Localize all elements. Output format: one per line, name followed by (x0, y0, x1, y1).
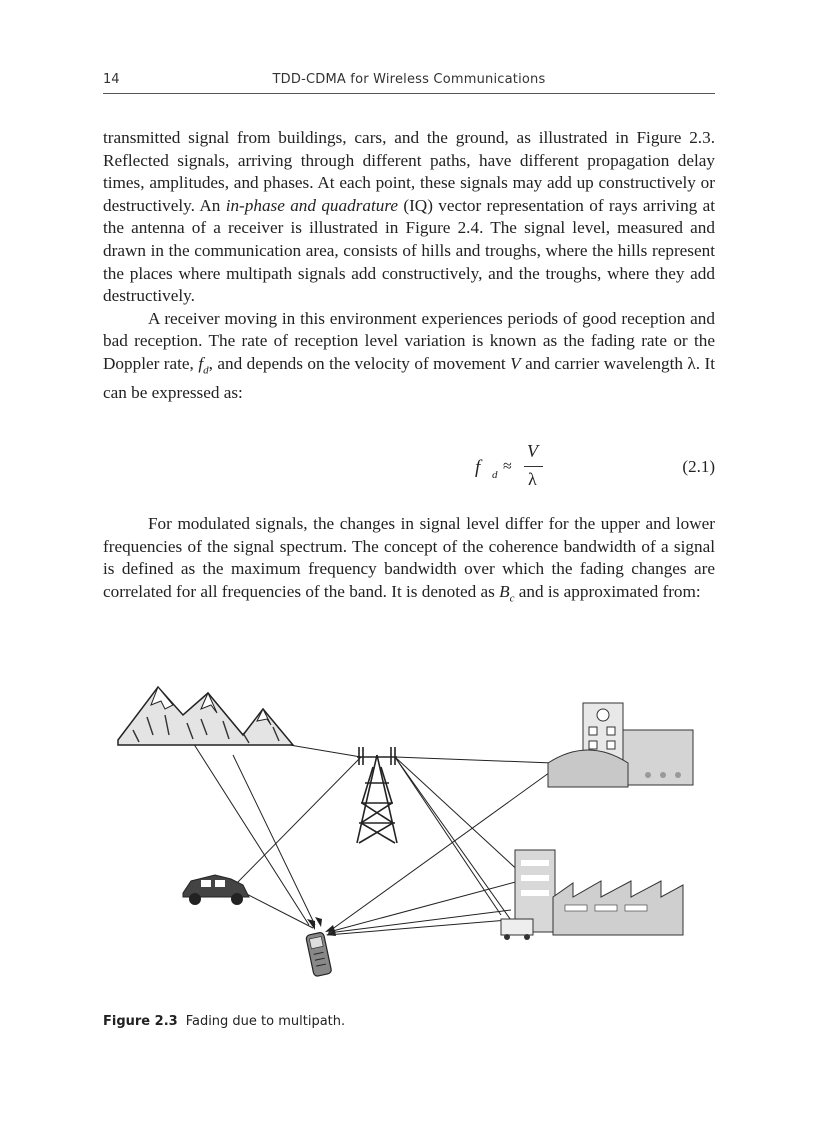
city-buildings-icon (548, 703, 693, 787)
cell-tower-icon (357, 747, 397, 843)
equation-relation: ≈ (503, 458, 512, 475)
equation-2-1 (103, 440, 715, 496)
body-text-top (103, 127, 715, 405)
fraction-bar (524, 466, 543, 467)
figure-caption-text: Fading due to multipath. (185, 1014, 346, 1029)
equation-lhs: f (475, 457, 481, 478)
equation-number: (2.1) (682, 457, 715, 476)
figure-label: Figure 2.3 (103, 1014, 178, 1029)
equation-lhs-subscript: d (492, 469, 498, 481)
car-icon (183, 875, 249, 905)
paragraph-3: For modulated signals, the changes in signal level differ for the upper and lower frequencies of the signal spectrum. The concept of the coherence bandwidth of a signal is defined as the maximum frequency bandwidth over which the fading changes are correlated for all frequencies of the band. It is denoted as $B_c$ and is approximated from: (103, 514, 715, 605)
paragraph-1: transmitted signal from buildings, cars, and the ground, as illustrated in Figure 2.3. Reflected signals, arriving through different paths, have different propagation delay times, amplitudes, and phases. At each point, these signals may add up constructively or destructively. An in-phase and quadrature (IQ) vector representation of rays arriving at the antenna of a receiver is illustrated in Figure 2.4. The signal level, measured and drawn in the communication area, consists of hills and troughs, where the hills represent the places where multipath signals add constructively, and the troughs, where they add destructively. (103, 128, 715, 306)
running-title: TDD-CDMA for Wireless Communications (272, 72, 546, 87)
page-number: 14 (103, 72, 120, 87)
mountains-icon (118, 687, 293, 745)
multipath-figure (103, 675, 703, 1000)
equation-denominator: λ (528, 469, 537, 489)
body-text-bottom (103, 513, 715, 610)
header-rule (103, 93, 715, 94)
mobile-phone-icon (306, 932, 332, 977)
factory-icon (501, 850, 683, 940)
equation-numerator: V (527, 441, 538, 461)
figure-caption (103, 1014, 345, 1029)
running-header (103, 70, 715, 92)
paragraph-2: A receiver moving in this environment experiences periods of good reception and bad reception. The rate of reception level variation is known as the fading rate or the Doppler rate, $f_d$, and depends on the velocity of movement V and carrier wavelength λ. It can be expressed as: (103, 308, 715, 402)
